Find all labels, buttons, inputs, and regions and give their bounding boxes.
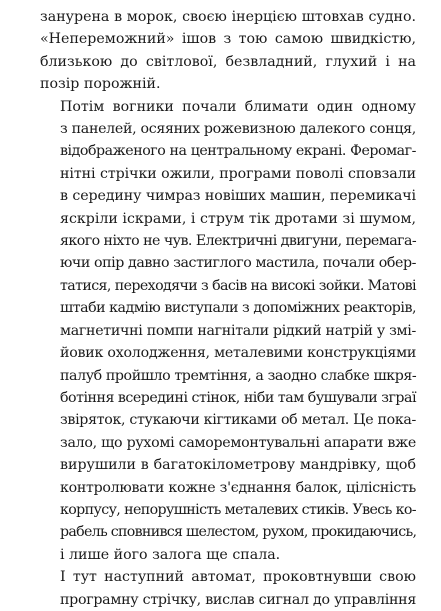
text-line: з панелей, осяяних рожевизною далекого сонця, — [60, 121, 416, 138]
text-line: нітні стрічки ожили, програми поволі сповзали — [60, 165, 416, 182]
paragraph — [40, 6, 416, 96]
text-line: яскріли іскрами, і струм тік дротами зі шумом, — [60, 210, 416, 227]
text-line: рабель сповнився шелестом, рухом, прокидаючись, — [60, 524, 417, 541]
text-line: штаби кадмію виступали з допоміжних реакторів, — [60, 300, 416, 317]
text-line: занурена в морок, своєю інерцією штовхав судно. — [40, 9, 416, 25]
text-line: І тут наступний автомат, проковтнувши свою — [60, 569, 416, 586]
text-line: вирушили в багатокілометрову мандрівку, щоб — [60, 457, 416, 474]
text-line: палуб пройшло тремтіння, а заодно слабке шкря- — [60, 367, 417, 384]
text-line: позір порожній. — [40, 76, 161, 93]
text-line: програмну стрічку, вислав сигнал до управління — [60, 591, 416, 608]
text-line: контролювати кожне з'єднання балок, цілісність — [60, 479, 416, 496]
text-line: Потім вогники почали блимати один одному — [60, 98, 416, 115]
text-line: близькою до світлової, безвладний, глухий і на — [40, 53, 416, 70]
text-line: якого ніхто не чув. Електричні двигуни, перемага- — [60, 233, 417, 250]
text-line: в середину чимраз новіших машин, перемикачі — [60, 188, 416, 205]
text-line: корпусу, непорушність металевих стиків. Увесь ко- — [60, 501, 416, 518]
text-line: і лише його залога ще спала. — [60, 546, 281, 563]
text-line: звіряток, стукаючи кігтиками об метал. Це пока- — [60, 412, 416, 429]
text-line: йовик охолодження, металевими конструкціями — [60, 345, 417, 362]
text-line: відображеного на центральному екрані. Феромаг- — [60, 143, 416, 160]
text-line: ботіння всередині стінок, ніби там бушували зграї — [60, 389, 417, 406]
paragraph — [40, 96, 416, 567]
text-line: «Непереможний» ішов з тою самою швидкістю, — [40, 31, 416, 48]
text-line: татися, переходячи з басів на високі зойки. Матові — [60, 277, 416, 294]
text-line: ючи опір давно застиглого мастила, почали обер- — [60, 255, 416, 272]
text-line: магнетичні помпи нагнітали рідкий натрій у змі- — [60, 322, 416, 339]
document-page — [40, 6, 416, 611]
text-line: зало, що рухомі саморемонтувальні апарати вже — [60, 434, 416, 451]
paragraph — [40, 566, 416, 611]
